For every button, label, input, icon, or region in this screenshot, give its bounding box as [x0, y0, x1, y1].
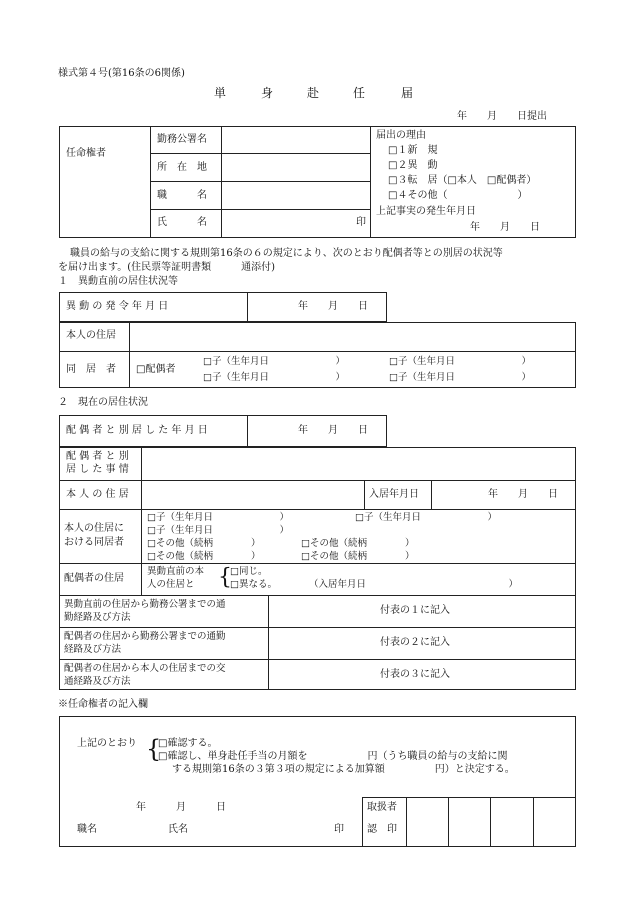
- move-in-value: 年 月 日: [488, 489, 558, 500]
- route-3-label-2: 通経路及び方法: [64, 676, 131, 687]
- appointer-section-heading: ※任命権者の記入欄: [58, 699, 148, 710]
- title-char-1: 単: [214, 86, 227, 100]
- current-residence-label: 本 人 の 住 居: [66, 489, 129, 500]
- route-2-label-1: 配偶者の住居から勤務公署までの通勤: [64, 631, 226, 642]
- move-in-label: 入居年月日: [369, 489, 419, 500]
- intro-line-1: 職員の給与の支給に関する規則第16条の６の規定により、次のとおり配偶者等との別居の状況等: [70, 248, 503, 259]
- spouse-different-check[interactable]: □異なる。: [230, 579, 277, 590]
- handler-label: 取扱者: [367, 802, 397, 813]
- current-other-3[interactable]: □その他（続柄 ）: [147, 551, 261, 562]
- route-3-value: 付表の３に記入: [380, 669, 450, 680]
- separation-date-label: 配 偶 者 と 別 居 し た 年 月 日: [66, 425, 208, 436]
- prior-residence-label: 本人の住居: [66, 330, 116, 341]
- transfer-date-value: 年 月 日: [298, 301, 368, 312]
- current-child-1[interactable]: □子（生年月日 ）: [147, 512, 289, 523]
- confirm-decide-line-2: する規則第16条の３第３項の規定による加算額 円）と決定する。: [172, 764, 515, 775]
- appointer-label: 任命権者: [66, 148, 106, 159]
- submission-date: 年 月 日提出: [457, 111, 547, 122]
- current-other-4[interactable]: □その他（続柄 ）: [301, 551, 415, 562]
- confirm-check[interactable]: □確認する。: [158, 738, 218, 749]
- seal-mark: 印: [356, 217, 366, 228]
- title-char-5: 届: [401, 86, 414, 100]
- separation-date-value: 年 月 日: [298, 425, 368, 436]
- title-char-3: 赴: [307, 86, 320, 100]
- current-residence-table: [59, 447, 576, 690]
- name-label: 氏 名: [157, 217, 207, 228]
- prior-cohab-label: 同 居 者: [66, 364, 116, 375]
- route-3-label-1: 配偶者の住居から本人の住居までの交: [64, 663, 226, 674]
- current-cohab-label-1: 本人の住居に: [64, 523, 124, 534]
- location-label: 所 在 地: [157, 162, 207, 173]
- transfer-date-label: 異 動 の 発 令 年 月 日: [66, 301, 169, 312]
- reason-relocation[interactable]: □３転 居（□本人 □配偶者）: [388, 175, 537, 186]
- reason-new[interactable]: □１新 規: [388, 145, 438, 156]
- appointer-name-label: 氏名: [168, 824, 188, 835]
- current-child-2[interactable]: □子（生年月日 ）: [355, 512, 497, 523]
- section1-heading: １ 異動直前の居住状況等: [58, 276, 178, 287]
- current-child-3[interactable]: □子（生年月日 ）: [147, 525, 289, 536]
- current-other-2[interactable]: □その他（続柄 ）: [301, 538, 415, 549]
- prior-child-2[interactable]: □子（生年月日 ）: [203, 372, 345, 383]
- occurrence-label: 上記事実の発生年月日: [376, 206, 476, 217]
- office-label: 勤務公署名: [157, 134, 207, 145]
- form-number: 様式第４号(第16条の6関係): [58, 68, 185, 79]
- current-cohab-label-2: おける同居者: [64, 537, 124, 548]
- post-label: 職 名: [157, 190, 207, 201]
- appointer-date: 年 月 日: [136, 802, 226, 813]
- confirm-decide-check[interactable]: □確認し、単身赴任手当の月額を 円（うち職員の給与の支給に関: [158, 751, 508, 762]
- intro-line-2: を届け出ます。(住民票等証明書類 通添付): [58, 262, 276, 273]
- appointer-seal: 印: [334, 824, 344, 835]
- brace-mark: {: [218, 565, 232, 590]
- reason-other[interactable]: □４その他（ ）: [388, 190, 528, 201]
- separation-reason-label-2: 居 し た 事 情: [66, 464, 129, 475]
- spouse-move-in-note: （入居年月日 ）: [309, 579, 519, 590]
- separation-reason-label-1: 配 偶 者 と 別: [66, 451, 129, 462]
- route-2-label-2: 経路及び方法: [64, 644, 122, 655]
- route-1-label-2: 勤経路及び方法: [64, 612, 131, 623]
- prior-child-3[interactable]: □子（生年月日 ）: [389, 356, 531, 367]
- route-1-label-1: 異動直前の住居から勤務公署までの通: [64, 599, 226, 610]
- occurrence-date: 年 月 日: [470, 222, 540, 233]
- reason-title: 届出の理由: [376, 130, 426, 141]
- handler-seal-label: 認 印: [367, 824, 397, 835]
- route-2-value: 付表の２に記入: [380, 637, 450, 648]
- title-char-2: 身: [261, 86, 274, 100]
- spouse-residence-label: 配偶者の住居: [64, 573, 124, 584]
- spouse-residence-text-2: 人の住居と: [147, 579, 195, 590]
- prior-child-1[interactable]: □子（生年月日 ）: [203, 356, 345, 367]
- title-char-4: 任: [353, 86, 366, 100]
- prior-spouse-check[interactable]: □配偶者: [136, 364, 176, 375]
- as-above-label: 上記のとおり: [77, 738, 137, 749]
- appointer-post-label: 職名: [77, 824, 97, 835]
- appointer-box: [59, 716, 576, 847]
- current-other-1[interactable]: □その他（続柄 ）: [147, 538, 261, 549]
- reason-transfer[interactable]: □２異 動: [388, 160, 438, 171]
- spouse-residence-text-1: 異動直前の本: [147, 566, 205, 577]
- appointer-brace: {: [146, 735, 162, 763]
- spouse-same-check[interactable]: □同じ。: [230, 566, 268, 577]
- route-1-value: 付表の１に記入: [380, 605, 450, 616]
- prior-child-4[interactable]: □子（生年月日 ）: [389, 372, 531, 383]
- section2-heading: ２ 現在の居住状況: [58, 397, 148, 408]
